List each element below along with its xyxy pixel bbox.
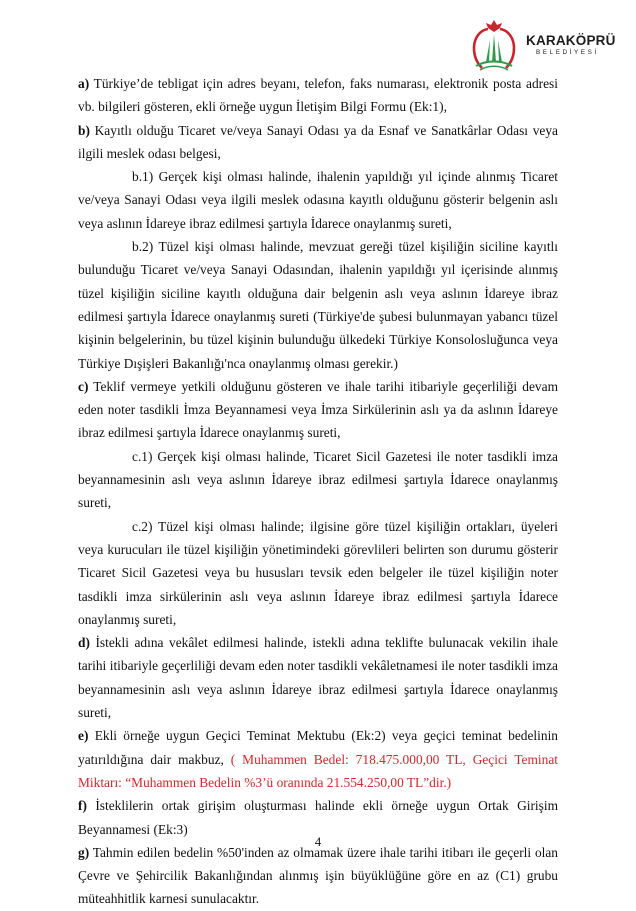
logo-name: KARAKÖPRÜ <box>526 33 616 48</box>
item-text: İsteklilerin ortak girişim oluşturması halinde ekli örneğe uygun Ortak Girişim Beyannamesi (Ek:3) <box>78 798 558 837</box>
item-label: c) <box>78 378 89 394</box>
item-text: Kayıtlı olduğu Ticaret ve/veya Sanayi Odası ya da Esnaf ve Sanatkârlar Odası veya ilgili meslek odası belgesi, <box>78 122 558 161</box>
paragraph-b <box>78 119 558 166</box>
paragraph-b1: b.1) Gerçek kişi olması halinde, ihalenin yapıldığı yıl içinde alınmış Ticaret ve/veya Sanayi Odası veya ilgili meslek odasına kayıtlı olduğunu gösterir belgenin aslı veya aslının İdareye ibraz edilmesi şartıyla İdarece onaylanmış sureti, <box>78 169 558 231</box>
item-text: Türkiye’de tebligat için adres beyanı, telefon, faks numarası, elektronik posta adresi vb. bilgileri gösteren, ekli örneğe uygun İletişim Bilgi Formu (Ek:1), <box>78 76 558 115</box>
item-label: f) <box>78 798 87 814</box>
paragraph-c <box>78 375 558 445</box>
item-text: Tahmin edilen bedelin %50'inden az olmamak üzere ihale tarihi itibarı ile geçerli olan Çevre ve Şehircilik Bakanlığından alınmış işin büyüklüğüne göre en az (C1) grubu müteahhitlik karnesi sunulacaktır. <box>78 844 558 907</box>
paragraph-d <box>78 631 558 724</box>
item-label: d) <box>78 635 90 651</box>
document-body <box>78 72 558 911</box>
paragraph-c2: c.2) Tüzel kişi olması halinde; ilgisine göre tüzel kişiliğin ortakları, üyeleri veya kurucuları ile tüzel kişiliğin yönetimindeki görevlileri belirten son durumu gösterir Ticaret Sicil Gazetesi veya bu hususları tevsik eden belgeler ile tüzel kişiliğin noter tasdikli imza sirkülerinin aslı veya aslının İdareye ibraz edilmesi şartıyla İdarece onaylanmış sureti, <box>78 518 558 627</box>
item-label: b) <box>78 122 90 138</box>
paragraph-a <box>78 72 558 119</box>
item-label: g) <box>78 844 90 860</box>
page-number: 4 <box>314 834 322 849</box>
item-text: Ekli örneğe uygun Geçici Teminat Mektubu (Ek:2) veya geçici teminat bedelinin yatırıldığına dair makbuz, <box>78 728 558 767</box>
guarantee-amount-note: ( Muhammen Bedel: 718.475.000,00 TL, Geçici Teminat Miktarı: “Muhammen Bedelin %3’ü oranında 21.554.250,00 TL”dir.) <box>78 751 558 790</box>
paragraph-e <box>78 724 558 794</box>
item-text: Teklif vermeye yetkili olduğunu gösteren ve ihale tarihi itibariyle geçerliliği devam eden noter tasdikli İmza Beyannamesi veya İmza Sirkülerinin aslı ya da aslının İdareye ibraz edilmesi şartıyla İdarece onaylanmış sureti, <box>78 378 558 441</box>
paragraph-c1: c.1) Gerçek kişi olması halinde, Ticaret Sicil Gazetesi ile noter tasdikli imza beyannamesinin aslı veya aslının İdareye ibraz edilmesi şartıyla İdarece onaylanmış sureti, <box>78 448 558 511</box>
karakopru-emblem-icon <box>468 16 520 74</box>
paragraph-b2: b.2) Tüzel kişi olması halinde, mevzuat gereği tüzel kişiliğin siciline kayıtlı bulunduğu Ticaret ve/veya Sanayi Odasından, ihalenin yapıldığı yıl içerisinde alınmış tüzel kişiliğin siciline kayıtlı olduğuna dair belgenin aslı veya aslının İdareye ibraz edilmesi şartıyla İdarece onaylanmış sureti (Türkiye'de şubesi bulunmayan yabancı tüzel kişinin belgelerinin, bu tüzel kişinin bulunduğu ülkedeki Türkiye Konsolosluğunca veya Türkiye Dışişleri Bakanlığı'nca onaylanmış olması gerekir.) <box>78 239 558 371</box>
item-label: e) <box>78 728 89 744</box>
item-text: İstekli adına vekâlet edilmesi halinde, istekli adına teklifte bulunacak vekilin ihale tarihi itibariyle geçerliliği devam eden noter tasdikli vekâletnamesi ile noter tasdikli imza beyannamesinin aslı veya aslının İdareye ibraz edilmesi şartıyla İdarece onaylanmış sureti, <box>78 635 558 721</box>
logo-subtitle: BELEDİYESİ <box>536 49 599 56</box>
paragraph-g <box>78 841 558 911</box>
item-label: a) <box>78 76 90 91</box>
municipality-logo <box>468 16 618 74</box>
